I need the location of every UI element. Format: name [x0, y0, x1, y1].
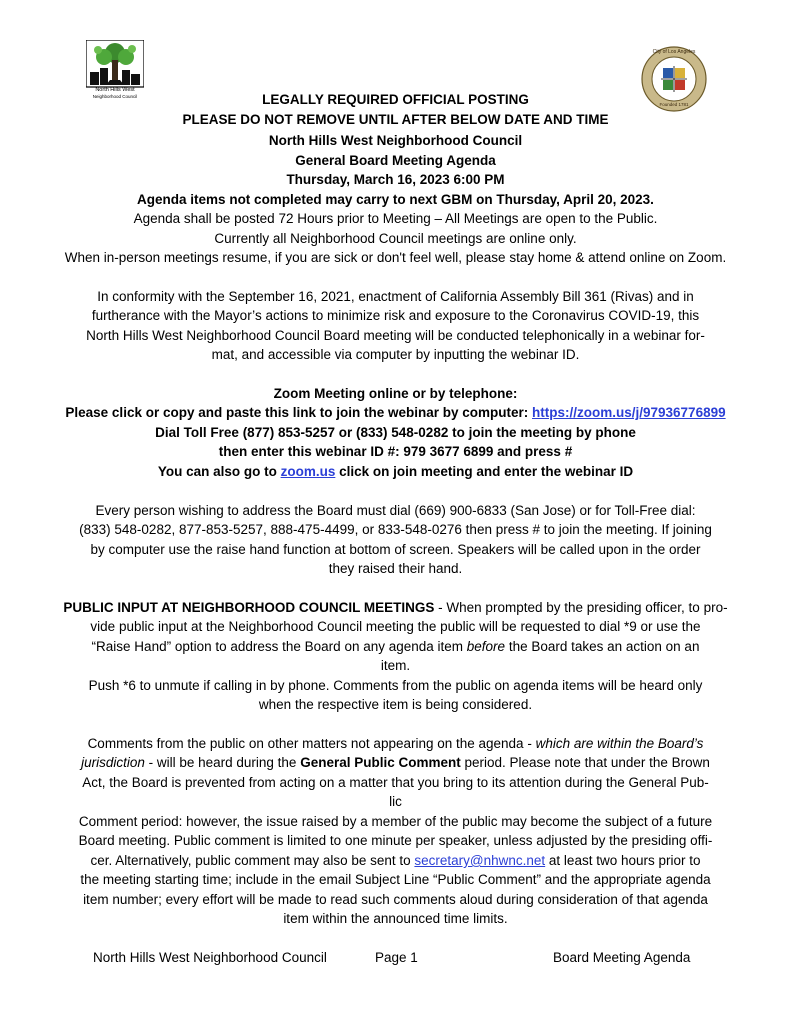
public-input-heading: PUBLIC INPUT AT NEIGHBORHOOD COUNCIL MEETINGS: [63, 600, 435, 615]
posting-notice: LEGALLY REQUIRED OFFICIAL POSTING: [262, 92, 529, 107]
address-line-2: (833) 548-0282, 877-853-5257, 888-475-4499, or 833-548-0276 then press # to join the meeting. If joining: [79, 522, 712, 537]
address-line-3: by computer use the raise hand function at bottom of screen. Speakers will be called upon in the order: [90, 542, 701, 557]
seal-text: City of Los Angeles: [652, 49, 696, 55]
zoom-title: Zoom Meeting online or by telephone:: [273, 386, 518, 401]
posting-rule: Agenda shall be posted 72 Hours prior to Meeting – All Meetings are open to the Public.: [133, 211, 658, 226]
comments-l1a: Comments from the public on other matters not appearing on the agenda -: [87, 736, 536, 751]
comments-line-8: the meeting starting time; include in the email Subject Line “Public Comment” and the appropriate agenda: [80, 872, 711, 887]
conformity-line-3: North Hills West Neighborhood Council Board meeting will be conducted telephonically in a webinar for-: [86, 328, 705, 343]
logo-org-text: North Hills West: [95, 87, 135, 93]
comments-l1-emphasis: which are within the Board’s: [535, 736, 704, 751]
zoom-link-line: [0, 403, 791, 422]
comments-line-10: item within the announced time limits.: [283, 911, 508, 926]
comments-line-1: [0, 734, 791, 753]
carry-over-notice: Agenda items not completed may carry to next GBM on Thursday, April 20, 2023.: [137, 192, 654, 207]
conformity-line-2: furtherance with the Mayor’s actions to minimize risk and exposure to the Coronavirus COVID-19, this: [91, 308, 700, 323]
public-input-l1-rest: - When prompted by the presiding officer, to pro-: [434, 600, 728, 615]
do-not-remove-notice: PLEASE DO NOT REMOVE UNTIL AFTER BELOW DATE AND TIME: [182, 112, 609, 127]
public-input-l3a: “Raise Hand” option to address the Board on any agenda item: [91, 639, 467, 654]
public-input-line-5: Push *6 to unmute if calling in by phone. Comments from the public on agenda items will be heard only: [88, 678, 703, 693]
comments-l7a: cer. Alternatively, public comment may also be sent to: [90, 853, 415, 868]
comments-l7b: at least two hours prior to: [545, 853, 701, 868]
conformity-line-1: In conformity with the September 16, 2021, enactment of California Assembly Bill 361 (Rivas) and in: [97, 289, 694, 304]
comments-line-9: item number; every effort will be made to read such comments aloud during consideration of that agenda: [83, 892, 708, 907]
comments-l2-emphasis: jurisdiction: [81, 755, 145, 770]
zoom-also-suffix: click on join meeting and enter the webinar ID: [335, 464, 634, 479]
comments-line-6: Board meeting. Public comment is limited to one minute per speaker, unless adjusted by the presiding offi-: [78, 833, 713, 848]
comments-line-4: lic: [389, 794, 402, 809]
secretary-email-link[interactable]: secretary@nhwnc.net: [414, 853, 546, 868]
meeting-datetime: Thursday, March 16, 2023 6:00 PM: [286, 172, 505, 187]
webinar-id: then enter this webinar ID #: 979 3677 6899 and press #: [218, 444, 573, 459]
comments-l2a: - will be heard during the: [144, 755, 301, 770]
footer-title: Board Meeting Agenda: [553, 950, 691, 965]
comments-line-3: Act, the Board is prevented from acting on a matter that you bring to its attention during the General Pub-: [82, 775, 709, 790]
comments-line-5: Comment period: however, the issue raised by a member of the public may become the subject of a future: [78, 814, 713, 829]
footer-council: North Hills West Neighborhood Council: [93, 950, 327, 965]
public-input-l3b: the Board takes an action on an: [505, 639, 700, 654]
zoom-also-line: [0, 462, 791, 481]
public-input-line-1: [0, 598, 791, 617]
zoom-us-link[interactable]: zoom.us: [280, 464, 336, 479]
address-line-1: Every person wishing to address the Board must dial (669) 900-6833 (San Jose) or for Toll-Free dial:: [95, 503, 696, 518]
agenda-title: General Board Meeting Agenda: [295, 153, 496, 168]
zoom-webinar-link[interactable]: https://zoom.us/j/97936776899: [532, 405, 726, 420]
comments-l2b: period. Please note that under the Brown: [460, 755, 710, 770]
dial-toll-free: Dial Toll Free (877) 853-5257 or (833) 548-0282 to join the meeting by phone: [155, 425, 636, 440]
public-input-line-6: when the respective item is being considered.: [258, 697, 533, 712]
general-public-comment: General Public Comment: [300, 755, 461, 770]
comments-line-2: [0, 753, 791, 772]
logo-sub-text: Neighborhood Council: [92, 94, 138, 99]
comments-line-7: [0, 851, 791, 870]
public-input-line-2: vide public input at the Neighborhood Council meeting the public will be requested to dial *9 or use the: [90, 619, 701, 634]
public-input-line-4: item.: [380, 658, 411, 673]
public-input-line-3: [0, 637, 791, 656]
seal-founded-text: Founded 1781: [659, 102, 689, 107]
address-line-4: they raised their hand.: [328, 561, 463, 576]
zoom-link-prefix: Please click or copy and paste this link to join the webinar by computer:: [65, 405, 533, 420]
council-name: North Hills West Neighborhood Council: [268, 133, 523, 148]
public-input-l3-emphasis: before: [466, 639, 506, 654]
zoom-also-prefix: You can also go to: [157, 464, 281, 479]
online-only-notice: Currently all Neighborhood Council meetings are online only.: [214, 231, 577, 246]
footer-page-number: Page 1: [375, 950, 418, 965]
conformity-line-4: mat, and accessible via computer by inputting the webinar ID.: [211, 347, 580, 362]
health-notice: When in-person meetings resume, if you are sick or don't feel well, please stay home & attend online on Zoom.: [64, 250, 727, 265]
